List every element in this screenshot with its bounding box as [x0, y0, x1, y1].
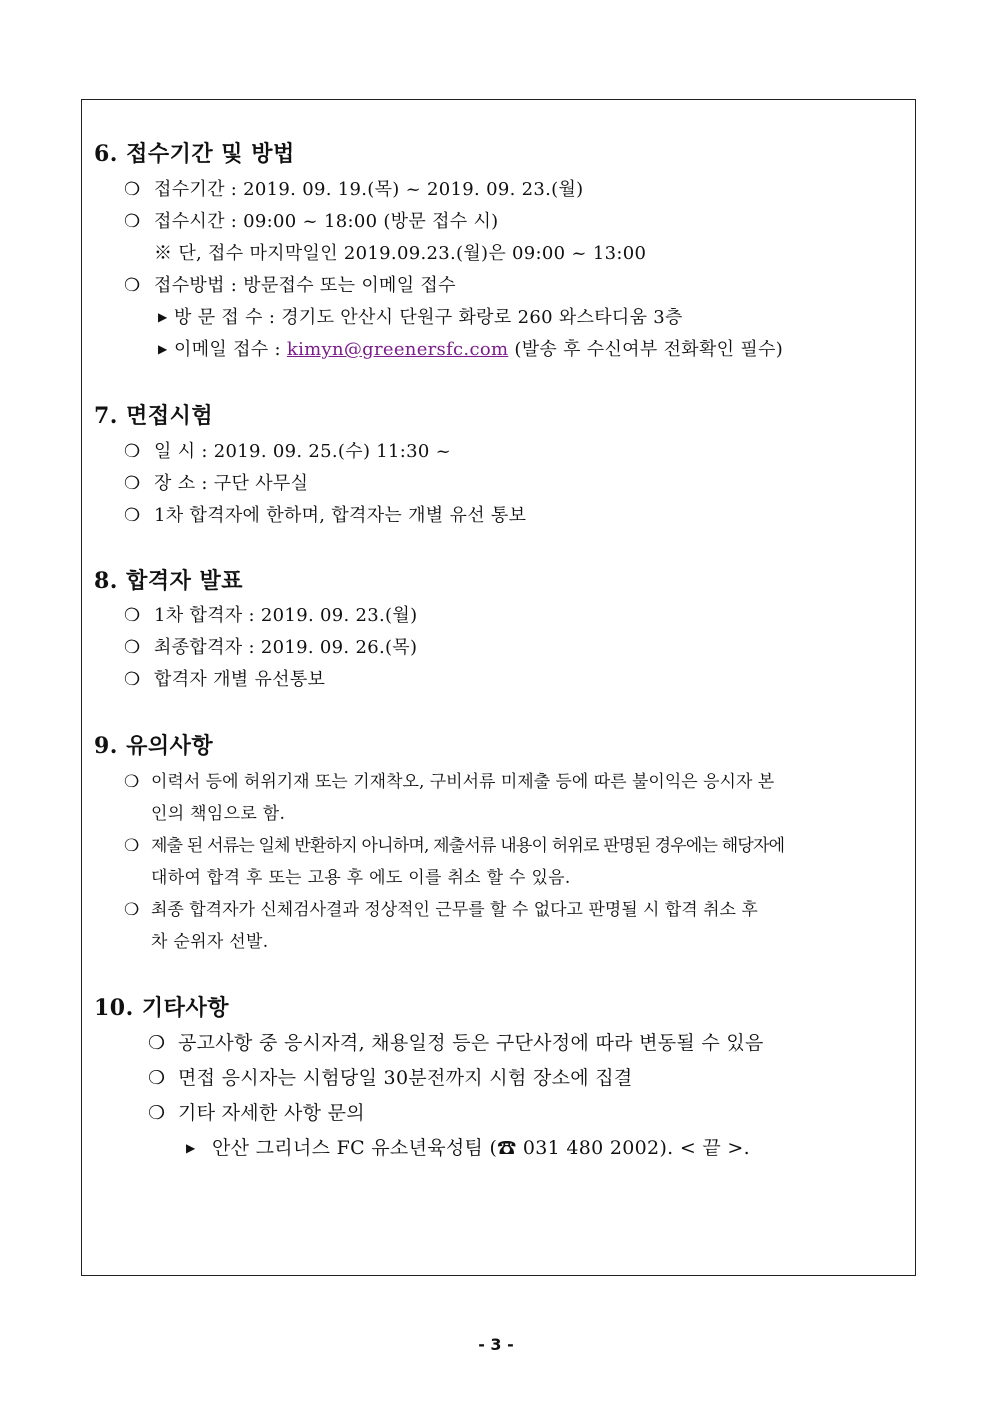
circle-bullet-icon: ❍ — [148, 1067, 166, 1089]
s10-contact: ▶ 안산 그리너스 FC 유소년육성팀 (☎ 031 480 2002). < 끝 >. — [186, 1137, 750, 1159]
s10-item-1: ❍ 공고사항 중 응시자격, 채용일정 등은 구단사정에 따라 변동될 수 있음 — [148, 1032, 764, 1054]
section-10-title: 10. 기타사항 — [94, 995, 229, 1021]
circle-bullet-icon: ❍ — [124, 836, 139, 856]
s9-item-1-cont: 인의 책임으로 함. — [151, 804, 286, 824]
s9-item-2: ❍ 제출 된 서류는 일체 반환하지 아니하며, 제출서류 내용이 허위로 판명된 경우에는 해당자에 — [124, 836, 785, 856]
circle-bullet-icon: ❍ — [124, 900, 140, 920]
circle-bullet-icon: ❍ — [148, 1032, 166, 1054]
s6-item-method: ❍ 접수방법 : 방문접수 또는 이메일 접수 — [124, 275, 456, 296]
s7-item-note: ❍ 1차 합격자에 한하며, 합격자는 개별 유선 통보 — [124, 505, 527, 526]
circle-bullet-icon: ❍ — [124, 441, 141, 462]
s10-item-2: ❍ 면접 응시자는 시험당일 30분전까지 시험 장소에 집결 — [148, 1067, 633, 1089]
triangle-bullet-icon: ▶ — [158, 342, 168, 356]
email-link[interactable]: kimyn@greenersfc.com — [286, 339, 509, 360]
s7-item-date: ❍ 일 시 : 2019. 09. 25.(수) 11:30 ~ — [124, 441, 452, 462]
s9-item-2-cont: 대하여 합격 후 또는 고용 후 에도 이를 취소 할 수 있음. — [151, 868, 571, 888]
s8-item-first: ❍ 1차 합격자 : 2019. 09. 23.(월) — [124, 605, 418, 626]
s8-item-final: ❍ 최종합격자 : 2019. 09. 26.(목) — [124, 637, 418, 658]
circle-bullet-icon: ❍ — [148, 1102, 166, 1124]
circle-bullet-icon: ❍ — [124, 605, 141, 626]
circle-bullet-icon: ❍ — [124, 211, 141, 232]
s9-item-3: ❍ 최종 합격자가 신체검사결과 정상적인 근무를 할 수 없다고 판명될 시 합격 취소 후 — [124, 900, 758, 920]
s6-email: ▶ 이메일 접수 : kimyn@greenersfc.com (발송 후 수신여부 전화확인 필수) — [158, 339, 784, 360]
section-7-title: 7. 면접시험 — [94, 403, 214, 429]
circle-bullet-icon: ❍ — [124, 179, 141, 200]
circle-bullet-icon: ❍ — [124, 669, 141, 690]
triangle-bullet-icon: ▶ — [186, 1141, 196, 1155]
s10-item-3: ❍ 기타 자세한 사항 문의 — [148, 1102, 365, 1124]
s9-item-3-cont: 차 순위자 선발. — [151, 932, 269, 952]
section-9-title: 9. 유의사항 — [94, 733, 214, 759]
page-number: - 3 - — [478, 1335, 514, 1354]
s6-item-period: ❍ 접수기간 : 2019. 09. 19.(목) ~ 2019. 09. 23.(월) — [124, 179, 584, 200]
section-8-title: 8. 합격자 발표 — [94, 568, 244, 594]
s6-item-hours: ❍ 접수시간 : 09:00 ~ 18:00 (방문 접수 시) — [124, 211, 499, 232]
triangle-bullet-icon: ▶ — [158, 310, 168, 324]
s6-note: ※ 단, 접수 마지막일인 2019.09.23.(월)은 09:00 ~ 13:00 — [154, 243, 647, 264]
section-6-title: 6. 접수기간 및 방법 — [94, 141, 295, 167]
circle-bullet-icon: ❍ — [124, 473, 141, 494]
circle-bullet-icon: ❍ — [124, 505, 141, 526]
circle-bullet-icon: ❍ — [124, 637, 141, 658]
circle-bullet-icon: ❍ — [124, 772, 140, 792]
s9-item-1: ❍ 이력서 등에 허위기재 또는 기재착오, 구비서류 미제출 등에 따른 불이익은 응시자 본 — [124, 772, 775, 792]
circle-bullet-icon: ❍ — [124, 275, 141, 296]
s6-visit: ▶ 방 문 접 수 : 경기도 안산시 단원구 화랑로 260 와스타디움 3층 — [158, 307, 683, 328]
s8-item-notice: ❍ 합격자 개별 유선통보 — [124, 669, 326, 690]
s7-item-place: ❍ 장 소 : 구단 사무실 — [124, 473, 309, 494]
